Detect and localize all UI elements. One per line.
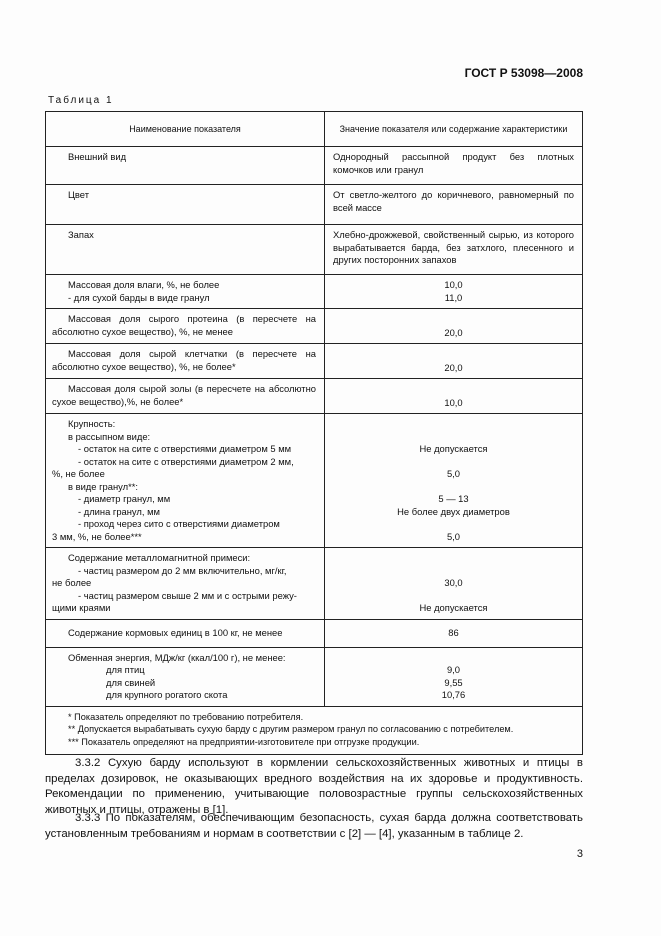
standard-header: ГОСТ Р 53098—2008 bbox=[464, 66, 583, 80]
column-header-value: Значение показателя или содержание характеристики bbox=[325, 112, 583, 147]
table-note: ** Допускается вырабатывать сухую барду с другим размером гранул по согласованию с потребителем. bbox=[68, 724, 514, 734]
row-name-line: - остаток на сите с отверстиями диаметром 5 мм bbox=[78, 443, 292, 454]
row-name-line: 3 мм, %, не более*** bbox=[52, 530, 142, 542]
row-name: Содержание кормовых единиц в 100 кг, не менее bbox=[68, 626, 283, 638]
table-note: * Показатель определяют по требованию потребителя. bbox=[68, 711, 304, 722]
indicator-table bbox=[45, 111, 583, 755]
row-name: Внешний вид bbox=[68, 151, 127, 162]
row-name-line: не более bbox=[52, 577, 92, 588]
table-row bbox=[46, 185, 583, 225]
table-row bbox=[46, 147, 583, 185]
row-value: 9,0 bbox=[446, 664, 461, 675]
page-number: 3 bbox=[576, 848, 583, 860]
row-name-line: для птиц bbox=[106, 664, 145, 675]
row-name-line: для свиней bbox=[106, 676, 156, 688]
row-value: 10,76 bbox=[441, 689, 466, 700]
row-value: 20,0 bbox=[444, 326, 463, 338]
table-row bbox=[46, 309, 583, 344]
row-name: Запах bbox=[68, 229, 94, 240]
row-value: 20,0 bbox=[444, 361, 463, 373]
table-row bbox=[46, 379, 583, 414]
row-name: Цвет bbox=[68, 189, 90, 200]
row-name-line: щими краями bbox=[52, 602, 111, 613]
table-row bbox=[46, 414, 583, 548]
paragraph-3-3-2: 3.3.2 Сухую барду используют в кормлении сельскохозяйственных животных и птицы в пределах дозировок, не оказывающих вредного воздействия на их здоровье и продуктивность. Рекомендации по применению, учитывающие половозрастные группы сельскохозяйственных животных и птицы, отражены в [1]. bbox=[45, 757, 583, 816]
row-name-line: Обменная энергия, МДж/кг (ккал/100 г), не менее: bbox=[68, 651, 286, 663]
row-value: Не допускается bbox=[419, 602, 488, 613]
row-value: 86 bbox=[448, 626, 459, 638]
table-header-row bbox=[46, 112, 583, 147]
row-value: 5 — 13 bbox=[438, 493, 469, 504]
row-name-line: - для сухой барды в виде гранул bbox=[68, 291, 210, 303]
row-name-line: %, не более bbox=[52, 468, 105, 479]
row-value: Не более двух диаметров bbox=[397, 505, 510, 517]
row-value: 30,0 bbox=[444, 577, 463, 588]
paragraph-3-3-3: 3.3.3 По показателям, обеспечивающим безопасность, сухая барда должна соответствовать установленным требованиям и нормам в соответствии с [2] — [4], указанным в таблице 2. bbox=[45, 812, 583, 840]
row-value: Не допускается bbox=[419, 443, 488, 454]
table-row bbox=[46, 647, 583, 706]
table-row bbox=[46, 344, 583, 379]
row-name-line: - остаток на сите с отверстиями диаметром 2 мм, bbox=[78, 455, 294, 467]
row-value: 10,0 bbox=[444, 396, 463, 408]
row-value: 5,0 bbox=[446, 468, 461, 479]
row-value: Однородный рассыпной продукт без плотных комочков или гранул bbox=[325, 147, 583, 185]
row-name-line: в рассыпном виде: bbox=[68, 430, 151, 442]
table-row bbox=[46, 619, 583, 647]
row-name-line: Крупность: bbox=[68, 418, 116, 429]
row-name-line: - частиц размером до 2 мм включительно, мг/кг, bbox=[78, 564, 287, 576]
row-value: Хлебно-дрожжевой, свойственный сырью, из которого вырабатывается барда, без затхлого, плесенного и других посторонних запахов bbox=[325, 225, 583, 275]
row-name-line: - длина гранул, мм bbox=[78, 505, 160, 517]
row-name-line: Содержание металломагнитной примеси: bbox=[68, 552, 251, 563]
table-row bbox=[46, 275, 583, 309]
row-name-line: - диаметр гранул, мм bbox=[78, 493, 171, 504]
table-row bbox=[46, 225, 583, 275]
row-value: 10,0 bbox=[444, 279, 463, 290]
table-note: *** Показатель определяют на предприятии-изготовителе при отгрузке продукции. bbox=[68, 736, 420, 747]
row-name-line: для крупного рогатого скота bbox=[106, 689, 228, 700]
table-notes-row bbox=[46, 706, 583, 755]
row-name-line: - проход через сито с отверстиями диаметром bbox=[78, 518, 280, 529]
row-value: 5,0 bbox=[446, 530, 461, 542]
table-caption: Таблица 1 bbox=[48, 95, 114, 106]
table-row bbox=[46, 548, 583, 620]
row-name: Массовая доля сырой клетчатки (в пересчете на абсолютно сухое вещество), %, не более* bbox=[52, 348, 316, 372]
column-header-name: Наименование показателя bbox=[46, 112, 325, 147]
row-value: 11,0 bbox=[444, 291, 463, 303]
row-name: Массовая доля сырого протеина (в пересчете на абсолютно сухое вещество), %, не менее bbox=[52, 313, 316, 337]
row-name-line: Массовая доля влаги, %, не более bbox=[68, 279, 220, 290]
row-value: От светло-желтого до коричневого, равномерный по всей массе bbox=[325, 185, 583, 225]
row-value: 9,55 bbox=[444, 676, 463, 688]
row-name-line: - частиц размером свыше 2 мм и с острыми режу- bbox=[78, 589, 297, 601]
row-name-line: в виде гранул**: bbox=[68, 480, 138, 492]
row-name: Массовая доля сырой золы (в пересчете на абсолютно сухое вещество),%, не более* bbox=[52, 383, 316, 407]
